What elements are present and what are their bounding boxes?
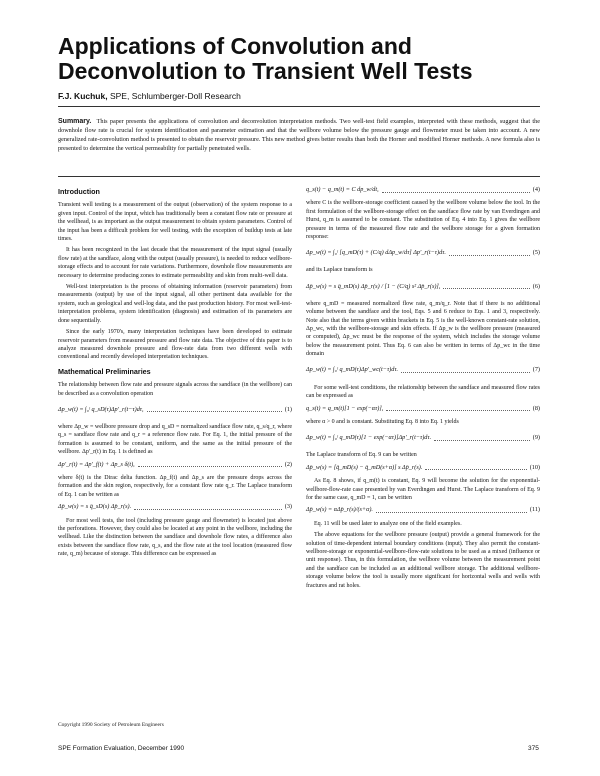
equation-leader [138, 462, 282, 467]
title-divider [58, 106, 540, 107]
equation-6-number: (6) [532, 282, 540, 290]
summary-label: Summary. [58, 118, 92, 125]
intro-paragraph-3: Well-test interpretation is the process of obtaining information (reservoir parameters) from measurements (output) by use of the input signal, all other pertinent data available for the system, such as geological and well-log data, and the past production history. For most well-test-interpretation problems, system identification (diagnosis) and estimation of its parameters are done sequentially. [58, 284, 292, 324]
footer-journal: SPE Formation Evaluation, December 1990 [58, 745, 185, 752]
equation-8-number: (8) [532, 404, 540, 412]
intro-paragraph-1: Transient well testing is a measurement of the output (observation) of the system response to a given input. Control of the input, which has traditionally been a constant flow rate or pressure at the wellhead, is as important as the output measurement to obtain system parameters. Control of the input has been a difficult problem for well testing, with the exception of buildup tests at late times. [58, 202, 292, 243]
equation-7 [306, 363, 540, 379]
equation-1 [58, 402, 292, 418]
right-column [306, 182, 540, 593]
equation-leader [147, 407, 282, 412]
equation-4-number: (4) [532, 186, 540, 193]
math-paragraph-1: The relationship between flow rate and pressure signals across the sandface (in the wellbore) can be described as a convolution operation [58, 382, 292, 397]
equation-4-expr: q_s(t) − q_m(t) = C dp_w/dt, [306, 186, 379, 193]
equation-7-expr: Δp_w(t) = ∫₀ᵗ q_mD(τ)Δp′_wc(t−τ)dτ. [306, 366, 399, 374]
right-paragraph-5: where α > 0 and is constant. Substituting Eq. 8 into Eq. 1 yields [306, 418, 459, 425]
equation-leader [425, 465, 526, 470]
equation-10-expr: Δp̄_w(s) = [q̄_mD(s) − q̄_mD(s+α)] s Δp̄_r(s). [306, 463, 423, 471]
math-preliminaries-heading: Mathematical Preliminaries [58, 366, 151, 376]
right-paragraph-9: The above equations for the wellbore pressure (output) provide a general framework for the solution of time-dependent internal boundary conditions (input). They also permit the constant-wellbore-storage or exponential-wellbore-flow-rate solutions to be used as a mixed (influence or unit response). Thus, in this formulation, the wellbore volume between the measurement point and the sandface can be included as an additional wellbore storage. The additional wellbore-storage volume below the tool is usually more significant for horizontal wells and wells with fractures and rat holes. [306, 532, 540, 589]
equation-3-expr: Δp̄_w(s) = s q̄_sD(s) Δp̄_r(s). [58, 503, 132, 511]
paper-title [58, 34, 558, 84]
equation-9-number: (9) [532, 434, 540, 442]
equation-leader [443, 284, 529, 289]
equation-6 [306, 279, 540, 295]
right-paragraph-1: where C is the wellbore-storage coefficient caused by the wellbore volume below the tool. In the first formulation of the wellbore-storage effect on the sandface flow rate by van Everdingen and Hurst, q_m is assumed to be constant. The substitution of Eq. 4 into Eq. 1 gives the wellbore pressure in terms of the measured flow rate and the wellbore storage for a given formation response: [306, 200, 540, 241]
summary-text: This paper presents the applications of convolution and deconvolution interpretation methods. Two well-test field examples, interpreted with these methods, suggest that the downhole flow rate is crucial for system identification and parameter estimation and that the wellbore volume below the pressure gauge and flowmeter must be taken into account. A new generalized rate-convolution method is presented to obtain the reservoir pressure. This new method gives better results than both the Horner and modified Horner methods. A new formula also is presented to determine the vertical permeability for partially penetrated wells. [58, 118, 540, 152]
equation-leader [134, 505, 282, 510]
equation-leader [382, 188, 530, 193]
author-line [58, 91, 558, 101]
summary-paragraph [58, 118, 540, 154]
math-paragraph-2: where Δp_w = wellbore pressure drop and q_sD = normalized sandface flow rate, q_s/q_r, where q_s = sandface flow rate and q_r = a reference flow rate. For Eq. 1, the initial pressure of the formation is assumed to be constant, uniform, and the same as the initial pressure of the wellbore. Δp′_r(t) in Eq. 1 is defined as [58, 423, 292, 456]
equation-leader [386, 406, 530, 411]
copyright-notice: Copyright 1990 Society of Petroleum Engineers [58, 722, 164, 728]
intro-paragraph-4: Since the early 1970's, many interpretation techniques have been developed to estimate reservoir parameters from measured pressure and flow rate data. The objective of this paper is to analyze measured downhole pressure and flow-rate data from two different wells with conventional and recently developed interpretation techniques. [58, 329, 292, 361]
equation-11-expr: Δp̄_w(s) = αΔp̄_r(s)/(s+α). [306, 506, 373, 514]
right-paragraph-3: where q_mD = measured normalized flow rate, q_m/q_r. Note that if there is no additional volume between the sandface and the tool, Eqs. 5 and 6 reduce to Eqs. 1 and 3, respectively. Note also that the terms given within brackets in Eq. 5 is the well-known constant-rate solution, Δp_wc, with the wellbore-storage and skin effects. If Δp_w is the wellbore pressure (measured or computed), Δp_wc must be the response of the system, which includes the storage volume below the measurement point. Thus Eq. 6 can also be written in terms of Δp_wc in the time domain [306, 300, 540, 358]
title-line-1: Applications of Convolution and [58, 33, 412, 59]
equation-9 [306, 430, 540, 446]
footer-page-number: 375 [528, 745, 539, 752]
equation-3 [58, 503, 292, 511]
summary-divider [58, 176, 540, 177]
right-paragraph-6: The Laplace transform of Eq. 9 can be written [306, 452, 417, 459]
author-name: F.J. Kuchuk, [58, 91, 108, 101]
title-line-2: Deconvolution to Transient Well Tests [58, 58, 473, 84]
equation-2-expr: Δp′_r(t) = Δp′_f(t) + Δp_s δ(t), [58, 460, 135, 468]
equation-2-number: (2) [284, 460, 292, 468]
left-column [58, 182, 292, 562]
equation-7-number: (7) [532, 366, 540, 374]
math-paragraph-3: where δ(t) is the Dirac delta function. Δp_f(t) and Δp_s are the pressure drops across the formation and the skin region, respectively, for a constant flow rate q_r. The Laplace transform of Eq. 1 can be written as [58, 474, 292, 498]
equation-leader [434, 436, 530, 441]
equation-8 [306, 405, 540, 413]
right-paragraph-2: and its Laplace transform is [306, 267, 373, 274]
equation-leader [449, 251, 530, 256]
equation-9-expr: Δp_w(t) = ∫₀ᵗ q_mD(τ)[1 − exp(−ατ)]Δp′_r(t−τ)dτ. [306, 434, 432, 442]
right-paragraph-8: Eq. 11 will be used later to analyze one of the field examples. [314, 520, 462, 527]
equation-10-number: (10) [529, 463, 540, 471]
equation-11 [306, 506, 540, 514]
intro-paragraph-2: It has been recognized in the last decade that the measurement of the input signal (usually flow rate) at the sandface, along with the output (usually pressure), is needed to reduce wellbore-storage effects and to account for rate variations. Furthermore, downhole flow measurements are necessary to determine producing zones to estimate permeability and skin from multi-well data. [58, 247, 292, 279]
right-paragraph-4: For some well-test conditions, the relationship between the sandface and measured flow rates can be expressed as [306, 384, 540, 400]
equation-leader [376, 508, 527, 513]
equation-8-expr: q_s(t) = q_m(t)[1 − exp(−ατ)], [306, 404, 384, 412]
equation-1-expr: Δp_w(t) = ∫₀ᵗ q_sD(τ)Δp′_r(t−τ)dτ, [58, 405, 144, 413]
author-affiliation: SPE, Schlumberger-Doll Research [109, 91, 241, 101]
equation-6-expr: Δp̄_w(s) = s q̄_mD(s) Δp̄_r(s) / [1 − (C/q) s² Δp̄_r(s)], [306, 282, 441, 290]
equation-leader [401, 368, 530, 373]
equation-10 [306, 464, 540, 472]
equation-11-number: (11) [529, 506, 540, 514]
equation-2 [58, 461, 292, 469]
equation-5-number: (5) [532, 249, 540, 257]
math-paragraph-4: For most well tests, the tool (including pressure gauge and flowmeter) is located just above the perforations. However, they could also be located at any point in the wellbore, including the wellhead. Like the distinction between the sandface and downhole flow rates, a difference also exists between the sandface flow rate, q_s, and the flow rate at the tool location (measured flow rate, q_m) because of storage. This difference can be expressed as [58, 517, 292, 558]
equation-5-expr: Δp_w(t) = ∫₀ᵗ [q_mD(τ) + (C/q) dΔp_w/dτ] Δp′_r(t−τ)dτ. [306, 249, 446, 257]
equation-3-number: (3) [284, 503, 292, 511]
equation-5 [306, 245, 540, 261]
equation-4 [306, 186, 540, 194]
introduction-heading: Introduction [58, 187, 100, 196]
equation-1-number: (1) [284, 405, 292, 413]
right-paragraph-7: As Eq. 8 shows, if q_m(t) is constant, Eq. 9 will become the solution for the exponential-wellbore-flow-rate case presented by van Everdingen and Hurst. The Laplace transform of Eq. 9 for the same case, q_mD = 1, can be written [306, 478, 540, 501]
